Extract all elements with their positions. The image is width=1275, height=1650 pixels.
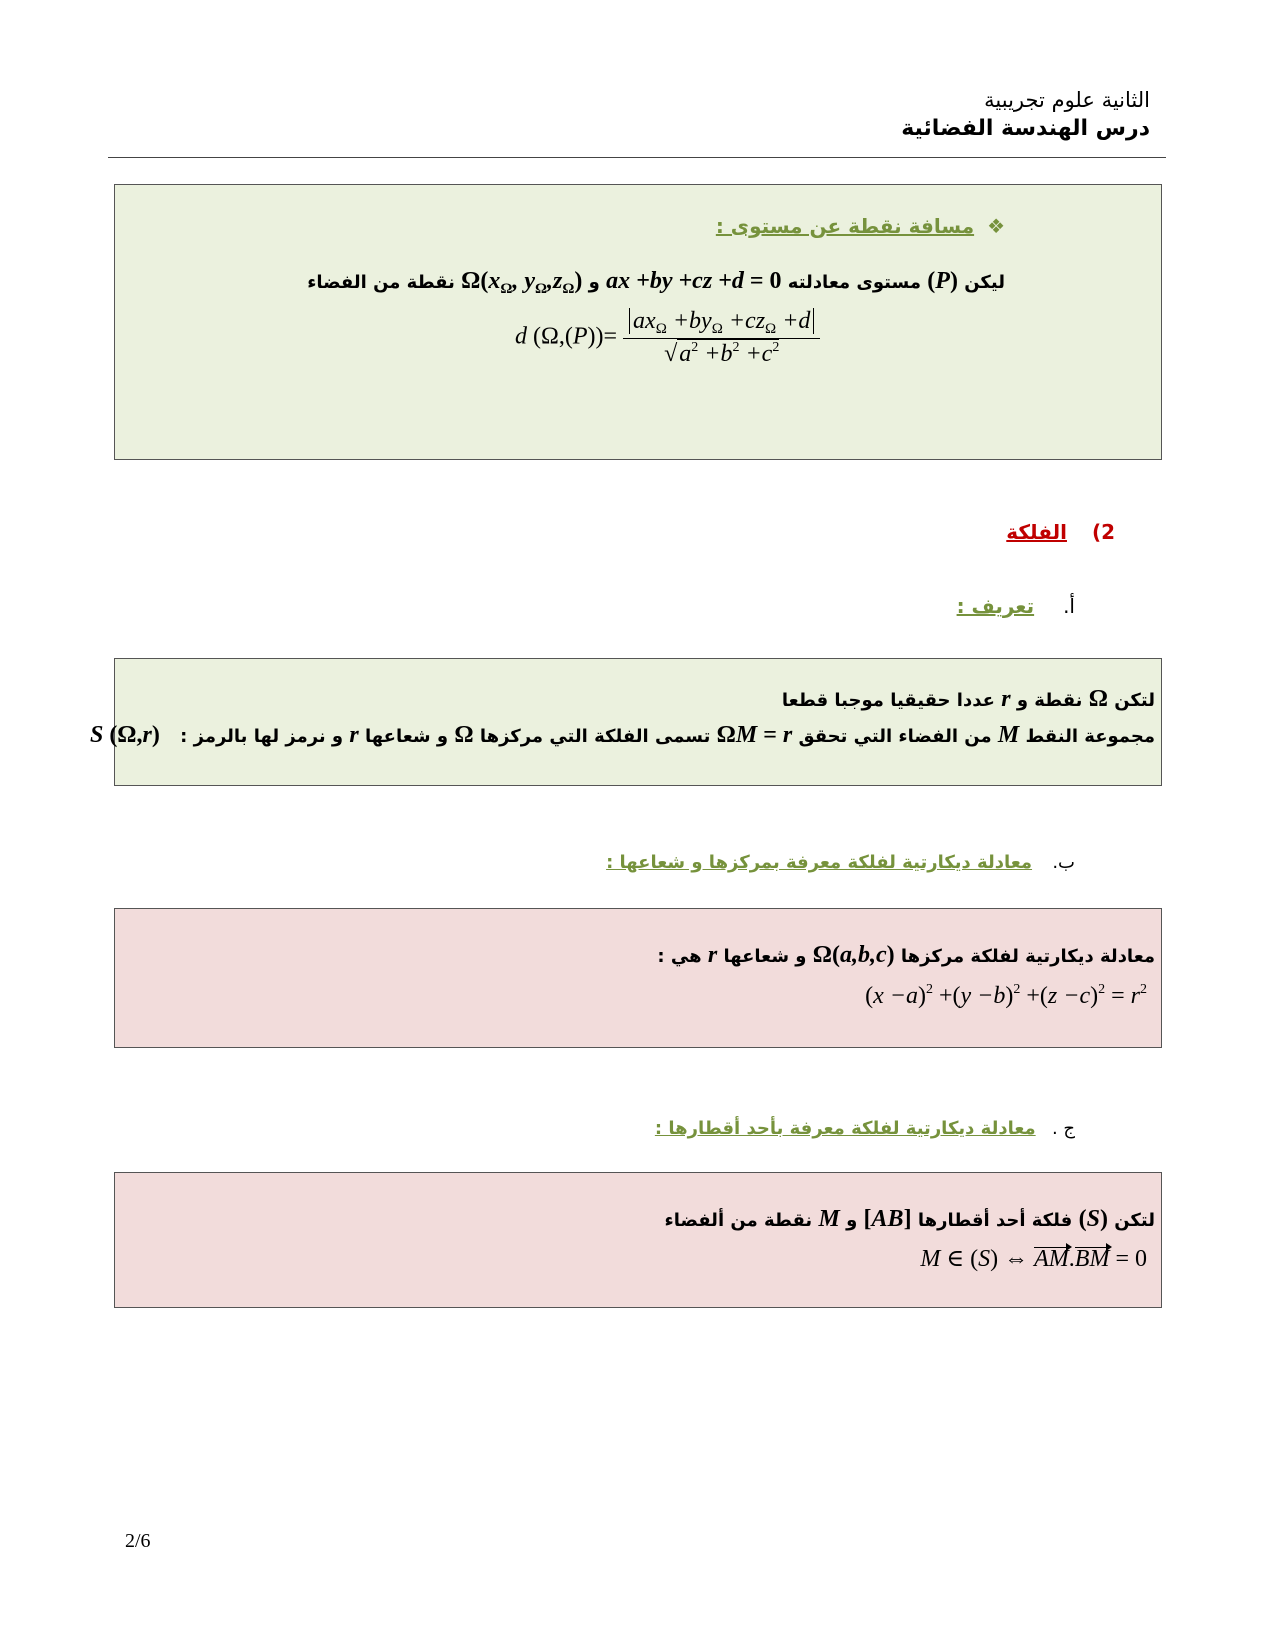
point-omega: $\Omega(x_\Omega$, $y_\Omega,z_\Omega$) <box>461 268 583 297</box>
word-diameter: فلكة أحد أقطارها <box>917 1210 1073 1231</box>
distance-formula: d (Ω,(P))= $\frac{ax_\Omega +by_\Omega +cz_\Omega +d}{√a^2 +b^2 +c^2}$ <box>515 308 820 368</box>
plane-P: (P) <box>927 268 958 294</box>
word-let-c: لتكن <box>1114 1210 1155 1231</box>
word-let: ليكن <box>964 272 1005 293</box>
word-radius: و شعاعها <box>365 726 449 747</box>
word-positive-real: عددا حقيقيا موجبا قطعا <box>781 690 995 711</box>
distance-statement <box>307 268 1005 298</box>
section-number: 2) <box>1091 520 1115 544</box>
center-abc: Ω(a,b,c) <box>812 942 895 968</box>
sphere-S: (S) <box>1078 1206 1108 1232</box>
definition-title: تعريف : <box>956 594 1035 618</box>
word-set-points: مجموعة النقط <box>1025 726 1155 747</box>
symbol-S: S (Ω,r) <box>89 722 160 748</box>
cartesian-center-title: معادلة ديكارتية لفلكة معرفة بمركزها و شعاعها : <box>606 852 1033 873</box>
sym-M: M <box>997 722 1020 748</box>
word-point-in-space: نقطة من الفضاء <box>307 272 455 293</box>
sym-M-c: M <box>818 1206 840 1232</box>
word-equation-center: معادلة ديكارتية لفلكة مركزها <box>900 946 1155 967</box>
sym-r: r <box>1001 686 1011 712</box>
diameter-condition: M ∈ (S) ⇔ AM.BM = 0 <box>920 1246 1147 1272</box>
cartesian-center-statement <box>657 942 1155 969</box>
document-header <box>901 88 1150 141</box>
word-radius-b: و شعاعها <box>723 946 807 967</box>
definition-heading <box>957 594 1075 618</box>
class-level: الثانية علوم تجريبية <box>984 88 1150 112</box>
diamond-bullet-icon: ❖ <box>987 214 1005 238</box>
condition-omega-m: ΩM = r <box>716 722 793 748</box>
word-is: هي : <box>657 946 702 967</box>
word-called-sphere: تسمى الفلكة التي مركزها <box>479 726 711 747</box>
word-denote: و نرمز لها بالرمز : <box>180 726 344 747</box>
word-satisfying: من الفضاء التي تحقق <box>798 726 992 747</box>
cartesian-diameter-title: معادلة ديكارتية لفلكة معرفة بأحد أقطارها : <box>654 1118 1036 1139</box>
sym-omega-2: Ω <box>454 722 474 748</box>
sphere-title: الفلكة <box>1006 520 1067 544</box>
cartesian-center-box <box>114 908 1162 1048</box>
plane-equation: ax +by +cz +d = 0 <box>606 268 782 294</box>
word-and: و <box>588 272 600 293</box>
header-divider <box>108 157 1166 158</box>
cartesian-diameter-box <box>114 1172 1162 1308</box>
definition-line1 <box>782 686 1155 713</box>
sym-r-b: r <box>707 942 718 968</box>
label-a: أ. <box>1063 594 1075 618</box>
cartesian-center-heading <box>606 852 1075 873</box>
word-and-c: و <box>846 1210 858 1231</box>
cartesian-diameter-statement <box>665 1206 1155 1233</box>
sphere-equation: $(x -a)^2 +(y -b)^2 +(z -c)^2 = r^2$ <box>865 982 1147 1009</box>
distance-heading <box>716 214 1005 238</box>
page-number: 2/6 <box>125 1530 151 1552</box>
sym-r-2: r <box>349 722 359 748</box>
word-plane-equation: مستوى معادلته <box>787 272 921 293</box>
sym-omega: Ω <box>1088 686 1108 712</box>
sphere-section-heading <box>1006 520 1115 544</box>
distance-title: مسافة نقطة عن مستوى : <box>715 214 975 238</box>
label-c: ج . <box>1051 1118 1075 1139</box>
lesson-title: درس الهندسة الفضائية <box>901 116 1150 141</box>
segment-AB: [AB] <box>863 1206 912 1232</box>
word-point-space-c: نقطة من ألفضاء <box>664 1210 813 1231</box>
definition-line2 <box>90 722 1155 749</box>
label-b: ب. <box>1052 852 1075 873</box>
word-point-and: نقطة و <box>1016 690 1083 711</box>
word-let-f: لتكن <box>1114 690 1155 711</box>
cartesian-diameter-heading <box>655 1118 1075 1139</box>
